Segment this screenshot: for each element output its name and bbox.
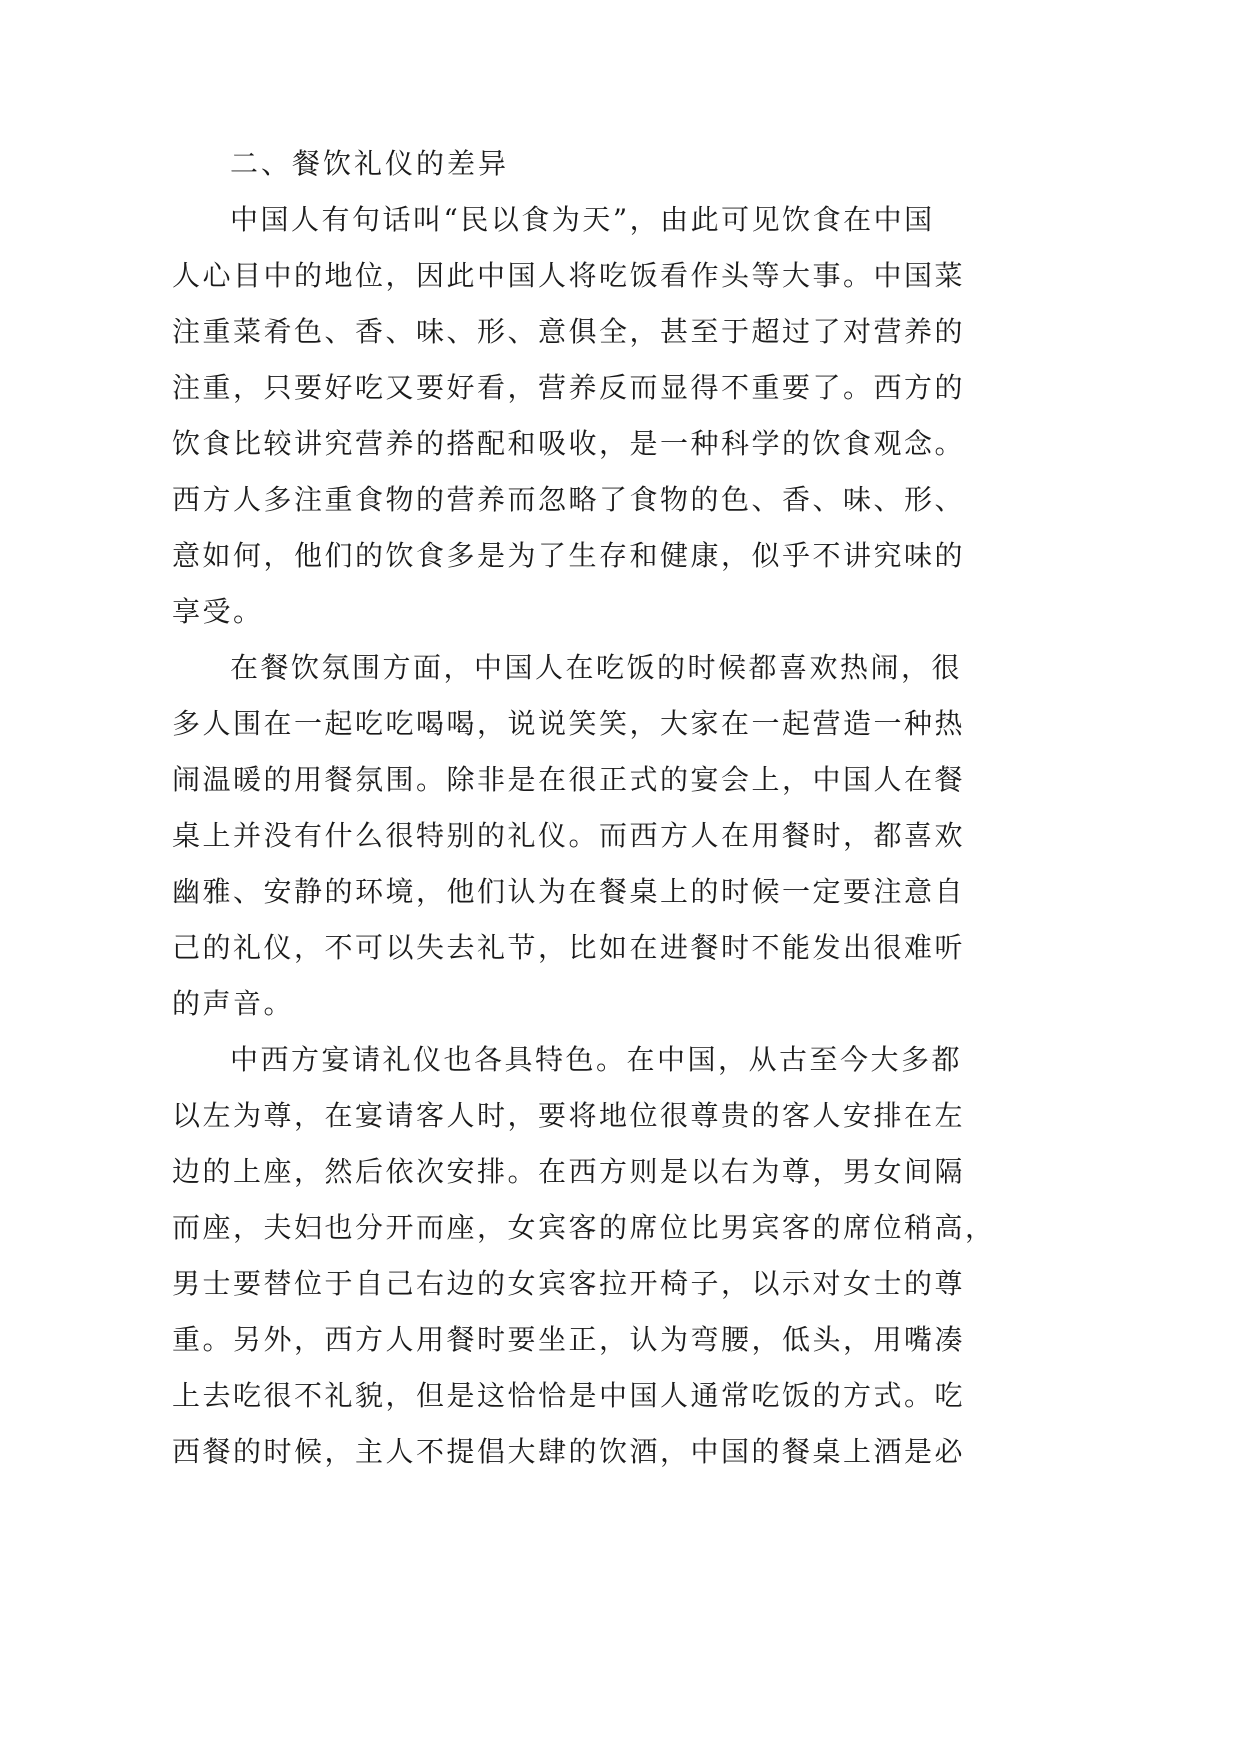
paragraph-line: 边的上座，然后依次安排。在西方则是以右为尊，男女间隔 xyxy=(172,1155,966,1188)
section-heading: 二、餐饮礼仪的差异 xyxy=(230,147,510,180)
paragraph-line: 桌上并没有什么很特别的礼仪。而西方人在用餐时，都喜欢 xyxy=(172,819,966,852)
paragraph-line: 幽雅、安静的环境，他们认为在餐桌上的时候一定要注意自 xyxy=(172,875,966,908)
paragraph-dining-atmosphere xyxy=(172,640,966,1032)
paragraph-line: 男士要替位于自己右边的女宾客拉开椅子，以示对女士的尊 xyxy=(172,1267,966,1300)
paragraph-line: 己的礼仪，不可以失去礼节，比如在进餐时不能发出很难听 xyxy=(172,931,966,964)
document-body xyxy=(172,136,996,1480)
paragraph-diet-concepts xyxy=(172,192,966,640)
paragraph-line: 闹温暖的用餐氛围。除非是在很正式的宴会上，中国人在餐 xyxy=(172,763,966,796)
paragraph-line: 中西方宴请礼仪也各具特色。在中国，从古至今大多都 xyxy=(230,1043,963,1076)
paragraph-line: 注重菜肴色、香、味、形、意俱全，甚至于超过了对营养的 xyxy=(172,315,966,348)
paragraph-line: 上去吃很不礼貌，但是这恰恰是中国人通常吃饭的方式。吃 xyxy=(172,1379,966,1412)
paragraph-line: 在餐饮氛围方面，中国人在吃饭的时候都喜欢热闹，很 xyxy=(230,651,963,684)
paragraph-line: 人心目中的地位，因此中国人将吃饭看作头等大事。中国菜 xyxy=(172,259,966,292)
paragraph-line: 中国人有句话叫“民以食为天”，由此可见饮食在中国 xyxy=(230,203,935,236)
paragraph-banquet-etiquette xyxy=(172,1032,996,1480)
paragraph-line: 重。另外，西方人用餐时要坐正，认为弯腰，低头，用嘴凑 xyxy=(172,1323,966,1356)
paragraph-line: 的声音。 xyxy=(172,987,295,1020)
paragraph-line: 西方人多注重食物的营养而忽略了食物的色、香、味、形、 xyxy=(172,483,966,516)
paragraph-line: 西餐的时候，主人不提倡大肆的饮酒，中国的餐桌上酒是必 xyxy=(172,1435,966,1468)
paragraph-line: 多人围在一起吃吃喝喝，说说笑笑，大家在一起营造一种热 xyxy=(172,707,966,740)
paragraph-line: 享受。 xyxy=(172,595,264,628)
paragraph-line: 饮食比较讲究营养的搭配和吸收，是一种科学的饮食观念。 xyxy=(172,427,966,460)
paragraph-line: 以左为尊，在宴请客人时，要将地位很尊贵的客人安排在左 xyxy=(172,1099,966,1132)
paragraph-line: 意如何，他们的饮食多是为了生存和健康，似乎不讲究味的 xyxy=(172,539,966,572)
paragraph-line: 而座，夫妇也分开而座，女宾客的席位比男宾客的席位稍高， xyxy=(172,1211,996,1244)
paragraph-line: 注重，只要好吃又要好看，营养反而显得不重要了。西方的 xyxy=(172,371,966,404)
